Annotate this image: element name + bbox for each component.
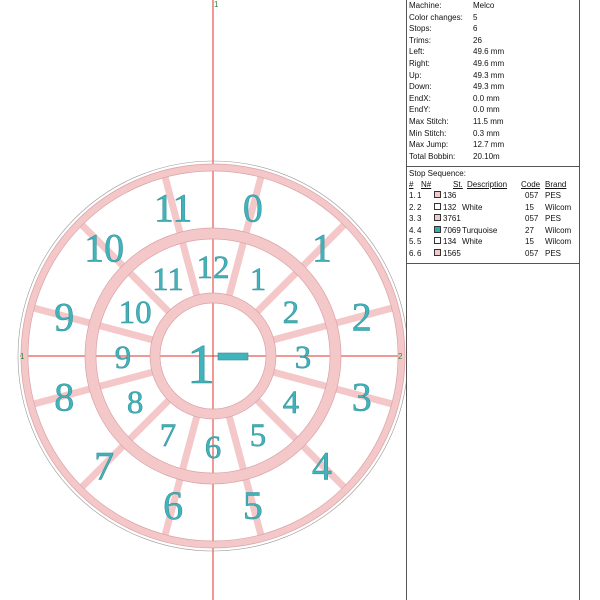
property-label: Trims: bbox=[409, 35, 431, 45]
property-label: Total Bobbin: bbox=[409, 151, 456, 161]
stop-brand: PES bbox=[545, 248, 562, 258]
stop-description: White bbox=[462, 202, 483, 212]
stop-sequence-row[interactable] bbox=[407, 237, 579, 247]
col-header-code: Code bbox=[521, 180, 541, 189]
property-label: Up: bbox=[409, 70, 422, 80]
property-value: Melco bbox=[473, 1, 495, 10]
property-label: Max Stitch: bbox=[409, 117, 449, 126]
stop-needle: 3 bbox=[417, 214, 422, 223]
stop-stitches: 3761 bbox=[443, 214, 461, 223]
property-label: Right: bbox=[409, 59, 430, 68]
col-header-description: Description bbox=[467, 180, 508, 189]
stop-code: 27 bbox=[525, 225, 534, 235]
inner-divider bbox=[182, 242, 197, 298]
stop-code: 057 bbox=[525, 248, 539, 258]
stop-stitches: 134 bbox=[443, 237, 457, 246]
stop-sequence-row[interactable] bbox=[407, 191, 579, 201]
stop-brand: Wilcom bbox=[545, 225, 572, 235]
inner-number: 2 bbox=[282, 294, 300, 331]
inner-number: 8 bbox=[126, 384, 144, 421]
inner-number: 4 bbox=[282, 384, 300, 421]
stop-sequence-header bbox=[407, 180, 579, 190]
inner-divider bbox=[229, 242, 244, 298]
outer-number: 11 bbox=[153, 185, 193, 231]
color-swatch bbox=[434, 249, 441, 256]
inner-divider bbox=[182, 414, 197, 470]
stop-code: 057 bbox=[525, 214, 539, 223]
stop-sequence-row[interactable] bbox=[407, 226, 579, 236]
inner-divider bbox=[229, 414, 244, 470]
stop-num: 3. bbox=[409, 214, 416, 223]
stop-brand: PES bbox=[545, 214, 562, 223]
property-value: 49.6 mm bbox=[473, 47, 505, 57]
property-value: 12.7 mm bbox=[473, 140, 505, 150]
stop-sequence-row[interactable] bbox=[407, 203, 579, 213]
stop-sequence-row[interactable] bbox=[407, 249, 579, 259]
stop-needle: 5 bbox=[417, 237, 422, 246]
outer-number: 8 bbox=[54, 374, 75, 420]
center-dash bbox=[218, 353, 248, 360]
stop-sequence-row[interactable] bbox=[407, 214, 579, 224]
col-header-st: St. bbox=[453, 180, 463, 189]
inner-number: 3 bbox=[294, 339, 312, 376]
stop-needle: 6 bbox=[417, 248, 422, 258]
inner-number: 7 bbox=[159, 417, 177, 454]
color-swatch bbox=[434, 214, 441, 221]
outer-number: 10 bbox=[84, 225, 125, 271]
outer-number: 6 bbox=[163, 483, 184, 529]
outer-number: 0 bbox=[242, 185, 263, 231]
property-value: 5 bbox=[473, 12, 478, 22]
axis-label-right: 2 bbox=[398, 352, 403, 361]
col-header-brand: Brand bbox=[545, 180, 567, 189]
stop-stitches: 1565 bbox=[443, 248, 461, 258]
outer-number: 5 bbox=[242, 483, 263, 529]
stop-num: 5. bbox=[409, 237, 416, 246]
property-value: 20.10m bbox=[473, 151, 500, 161]
stop-stitches: 136 bbox=[443, 191, 457, 200]
inner-number: 5 bbox=[249, 417, 267, 454]
design-info-panel bbox=[406, 0, 580, 600]
center-label: 1 bbox=[187, 334, 215, 396]
stop-stitches: 132 bbox=[443, 202, 457, 212]
property-value: 0.0 mm bbox=[473, 105, 500, 115]
stop-code: 15 bbox=[525, 237, 534, 246]
property-label: Down: bbox=[409, 82, 432, 92]
property-value: 26 bbox=[473, 35, 482, 45]
stop-needle: 4 bbox=[417, 225, 422, 235]
inner-number: 11 bbox=[152, 261, 184, 298]
color-swatch bbox=[434, 237, 441, 244]
inner-number: 6 bbox=[204, 429, 222, 466]
inner-number: 10 bbox=[118, 294, 152, 331]
property-value: 0.3 mm bbox=[473, 128, 500, 138]
design-properties bbox=[407, 0, 579, 167]
col-header-n: N# bbox=[421, 180, 432, 189]
outer-number: 7 bbox=[94, 443, 115, 489]
axis-label-top: 1 bbox=[214, 0, 219, 9]
color-swatch bbox=[434, 191, 441, 198]
outer-number: 4 bbox=[311, 443, 332, 489]
stop-num: 6. bbox=[409, 248, 416, 258]
inner-number: 12 bbox=[196, 249, 230, 286]
stop-brand: Wilcom bbox=[545, 202, 572, 212]
stop-brand: PES bbox=[545, 191, 562, 200]
stop-description: White bbox=[462, 237, 483, 246]
stop-stitches: 7069 bbox=[443, 225, 461, 235]
stop-num: 2. bbox=[409, 202, 416, 212]
color-swatch bbox=[434, 226, 441, 233]
col-header-num: # bbox=[409, 180, 414, 189]
property-value: 6 bbox=[473, 24, 478, 34]
property-label: Max Jump: bbox=[409, 140, 449, 150]
stop-description: Turquoise bbox=[462, 225, 498, 235]
inner-number: 1 bbox=[249, 261, 267, 298]
stop-sequence-panel bbox=[407, 167, 579, 264]
property-value: 49.6 mm bbox=[473, 59, 505, 68]
stop-needle: 2 bbox=[417, 202, 422, 212]
stop-num: 1. bbox=[409, 191, 416, 200]
color-swatch bbox=[434, 203, 441, 210]
inner-number: 9 bbox=[114, 339, 132, 376]
property-label: Color changes: bbox=[409, 12, 463, 22]
stop-needle: 1 bbox=[417, 191, 422, 200]
property-value: 11.5 mm bbox=[473, 117, 504, 126]
stop-num: 4. bbox=[409, 225, 416, 235]
axis-label-left: 1 bbox=[20, 352, 25, 361]
property-value: 49.3 mm bbox=[473, 70, 505, 80]
stop-brand: Wilcom bbox=[545, 237, 572, 246]
property-label: EndY: bbox=[409, 105, 431, 115]
outer-number: 1 bbox=[311, 225, 332, 271]
property-label: Machine: bbox=[409, 1, 442, 10]
property-label: Min Stitch: bbox=[409, 128, 447, 138]
property-label: EndX: bbox=[409, 93, 431, 103]
outer-number: 9 bbox=[54, 294, 75, 340]
property-label: Left: bbox=[409, 47, 425, 57]
property-value: 0.0 mm bbox=[473, 93, 500, 103]
property-value: 49.3 mm bbox=[473, 82, 505, 92]
outer-number: 2 bbox=[351, 294, 372, 340]
outer-number: 3 bbox=[351, 374, 372, 420]
property-label: Stops: bbox=[409, 24, 432, 34]
stop-code: 057 bbox=[525, 191, 539, 200]
stop-sequence-title: Stop Sequence: bbox=[409, 169, 466, 178]
stop-code: 15 bbox=[525, 202, 534, 212]
